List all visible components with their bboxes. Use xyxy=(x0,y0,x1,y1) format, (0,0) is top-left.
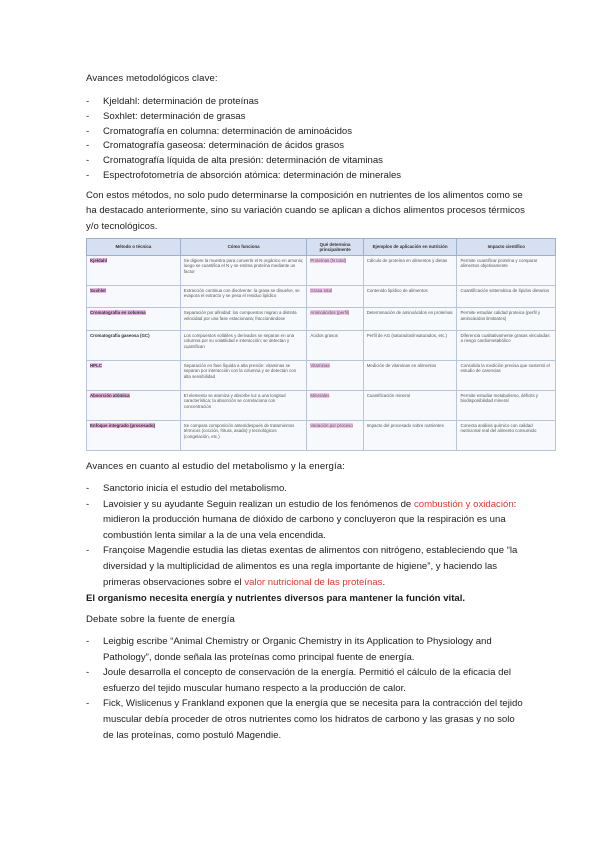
list-item: - Cromatografía líquida de alta presión: determinación de vitaminas xyxy=(86,155,383,167)
table-cell: HPLC xyxy=(87,360,181,390)
table-cell: Permite estudiar calidad proteica (perfil y aminoácidos limitantes) xyxy=(457,308,556,330)
table-cell: Medición de vitaminas en alimentos xyxy=(363,360,457,390)
metabolism-list xyxy=(86,481,526,590)
table-cell: El elemento se atomiza y absorbe luz a una longitud característica; la absorción se correlaciona con concentración xyxy=(180,390,307,420)
list-item: - Fick, Wislicenus y Frankland exponen que la energía que se necesita para la contracción del tejido muscular debía proceder de otros nutrientes como los hidratos de carbono y las grasas y no solo de las proteínas, como postuló Magendie. xyxy=(86,698,523,741)
methods-table xyxy=(86,238,556,451)
table-cell: Contenido lipídico de alimentos xyxy=(363,286,457,308)
section-heading-metabolism: Avances en cuanto al estudio del metabolismo y la energía: xyxy=(86,461,345,472)
table-cell: Cuantificación sistemática de lípidos dietarios xyxy=(457,286,556,308)
table-cell: Conecta análisis químico con calidad nutricional real del alimento consumido xyxy=(457,420,556,450)
table-cell: Proteínas (N total) xyxy=(307,256,363,286)
list-item: - Lavoisier y su ayudante Seguin realizan un estudio de los fenómenos de combustión y oxidación: midieron la producción humana de dióxido de carbono y concluyeron que la respiración es una combustión lenta similar a la de una vela encendida. xyxy=(86,498,517,541)
table-cell: Separación en fase líquida a alta presión: vitaminas se separan por interacción con la columna y se detectan con alta sensibilidad xyxy=(180,360,307,390)
table-cell: Se digiere la muestra para convertir el N orgánico en amonio; luego se cuantifica el N y se estima proteína mediante un factor xyxy=(180,256,307,286)
table-row xyxy=(87,256,556,286)
table-cell: Cuantificación mineral xyxy=(363,390,457,420)
energy-debate-list xyxy=(86,634,526,743)
list-item: - Cromatografía en columna: determinación de aminoácidos xyxy=(86,125,353,137)
table-cell: Consolida la medición precisa que sustentó el estudio de carencias xyxy=(457,360,556,390)
section-heading-methods: Avances metodológicos clave: xyxy=(86,73,218,84)
table-row xyxy=(87,420,556,450)
table-cell: Grasa total xyxy=(307,286,363,308)
table-header: Ejemplos de aplicación en nutrición xyxy=(363,239,457,256)
list-item: - Françoise Magendie estudia las dietas exentas de alimentos con nitrógeno, estableciendo que “la diversidad y la multiplicidad de alimentos es una regla importante de higiene”, y haciendo las primeras observaciones sobre el valor nutricional de las proteínas. xyxy=(86,545,518,588)
table-row xyxy=(87,360,556,390)
table-cell: Ácidos grasos xyxy=(307,330,363,360)
table-header: Impacto científico xyxy=(457,239,556,256)
table-cell: Determinación de aminoácidos en proteínas xyxy=(363,308,457,330)
methods-list xyxy=(86,95,401,184)
table-cell: Perfil de AG (saturados/insaturados, etc.) xyxy=(363,330,457,360)
section-heading-energy-debate: Debate sobre la fuente de energía xyxy=(86,614,235,625)
list-item: - Espectrofotometría de absorción atómica: determinación de minerales xyxy=(86,169,402,181)
table-cell: Kjeldahl xyxy=(87,256,181,286)
table-row xyxy=(87,286,556,308)
list-item: - Joule desarrolla el concepto de conservación de la energía. Permitió el cálculo de la eficacia del esfuerzo del tejido muscular humano respecto a la producción de calor. xyxy=(86,667,511,694)
table-header: Cómo funciona xyxy=(180,239,307,256)
table-cell: Cromatografía en columna xyxy=(87,308,181,330)
table-cell: Permite estudiar metabolismo, déficits y biodisponibilidad mineral xyxy=(457,390,556,420)
table-cell: Soxhlet xyxy=(87,286,181,308)
table-cell: Aminoácidos (perfil) xyxy=(307,308,363,330)
table-cell: Los compuestos volátiles y derivados se separan en una columna por su volatilidad e interacción; se detectan y cuantifican xyxy=(180,330,307,360)
table-header: Qué determina principalmente xyxy=(307,239,363,256)
table-cell: Minerales xyxy=(307,390,363,420)
table-cell: Vitaminas xyxy=(307,360,363,390)
table-row xyxy=(87,330,556,360)
table-cell: Impacto del procesado sobre nutrientes xyxy=(363,420,457,450)
table-cell: Extracción continua con disolvente: la grasa se disuelve, se evapora el extracto y se pesa el residuo lipídico xyxy=(180,286,307,308)
table-cell: Diferencia cualitativamente grasas vinculadas a riesgo cardiometabólico xyxy=(457,330,556,360)
table-cell: Cromatografía gaseosa (GC) xyxy=(87,330,181,360)
list-item: - Cromatografía gaseosa: determinación de ácidos grasos xyxy=(86,140,345,152)
table-cell: Separación por afinidad: los compuestos migran a distinta velocidad por una fase estacionaria; fraccionándose xyxy=(180,308,307,330)
key-statement: El organismo necesita energía y nutrientes diversos para mantener la función vital. xyxy=(86,593,466,604)
table-row xyxy=(87,308,556,330)
list-item: - Leigbig escribe “Animal Chemistry or Organic Chemistry in its Application to Physiology and Pathology”, donde señala las proteínas como principal fuente de energía. xyxy=(86,636,492,663)
list-item: - Sanctorio inicia el estudio del metabolismo. xyxy=(86,483,287,494)
list-item: - Soxhlet: determinación de grasas xyxy=(86,110,246,122)
table-header: Método o técnica xyxy=(87,239,181,256)
list-item: - Kjeldahl: determinación de proteínas xyxy=(86,96,259,107)
table-row xyxy=(87,390,556,420)
table-cell: Permite cuantificar proteína y comparar alimentos objetivamente xyxy=(457,256,556,286)
table-cell: Absorción atómica xyxy=(87,390,181,420)
table-header-row xyxy=(87,239,556,256)
methods-paragraph: Con estos métodos, no solo pudo determinarse la composición en nutrientes de los alimentos como se ha destacado anteriormente, sino su variación cuando se aplican a dichos alimentos procesos térmicos y/o tecnológicos. xyxy=(86,190,525,232)
table-cell: Variación por proceso xyxy=(307,420,363,450)
table-cell: Cálculo de proteína en alimentos y dietas xyxy=(363,256,457,286)
table-cell: Enfoque integrado (procesado) xyxy=(87,420,181,450)
table-cell: Se compara composición antes/después de tratamientos térmicos (cocción, fritura, asado) y tecnológicos (congelación, etc.) xyxy=(180,420,307,450)
